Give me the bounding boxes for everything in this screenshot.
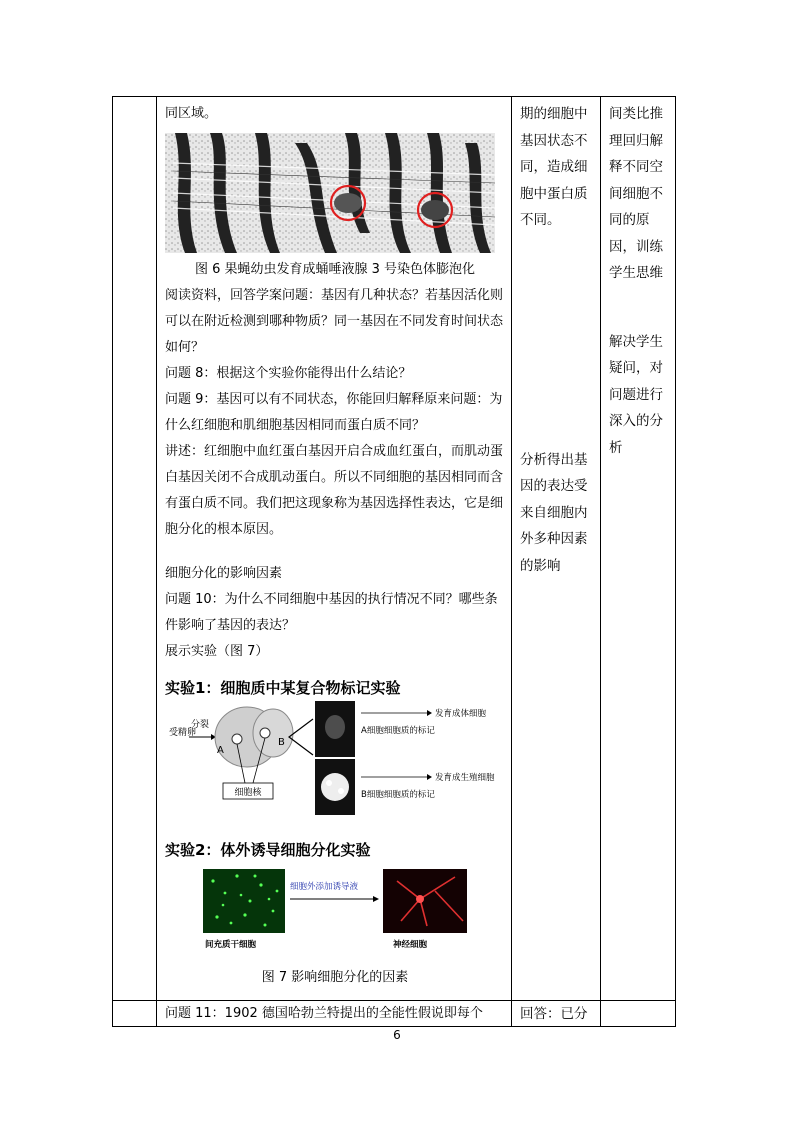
split-label: 分裂 xyxy=(191,720,210,730)
figure7-caption: 图 7 影响细胞分化的因素 xyxy=(261,970,409,985)
student-activity-text-1: 期的细胞中基因状态不同，造成细胞中蛋白质不同。 xyxy=(520,106,588,228)
cell-differentiation-figure xyxy=(165,671,505,961)
design-intent-text-2: 解决学生疑问，对问题进行深入的分析 xyxy=(609,333,663,456)
student-activity-text-2: 分析得出基因的表达受来自细胞内外多种因素的影响 xyxy=(520,451,588,574)
stem-cell-label: 间充质干细胞 xyxy=(205,940,257,950)
experiment2-title: 实验2：体外诱导细胞分化实验 xyxy=(165,841,371,859)
b-fate-label: 发育成生殖细胞 xyxy=(435,773,495,783)
cell-b-body xyxy=(253,709,293,757)
question-10: 问题 10：为什么不同细胞中基因的执行情况不同？哪些条件影响了基因的表达？ xyxy=(165,592,498,633)
answer-text: 回答：已分 xyxy=(520,1006,588,1022)
question-11: 问题 11：1902 德国哈勃兰特提出的全能性假说即每个 xyxy=(165,1006,483,1021)
question-11-cell xyxy=(157,1001,512,1027)
design-intent-text-1: 间类比推理回归解释不同空间细胞不同的原因，训练学生思维 xyxy=(609,106,663,281)
a-mark-label: A细胞细胞质的标记 xyxy=(361,726,435,736)
show-experiment: 展示实验（图 7） xyxy=(165,644,269,659)
section-heading: 细胞分化的影响因素 xyxy=(165,566,283,581)
answer-cell xyxy=(512,1001,601,1027)
nucleus-b xyxy=(260,728,270,738)
b-mark-label: B细胞细胞质的标记 xyxy=(361,790,435,800)
question-9: 问题 9：基因可以有不同状态，你能回归解释原来问题：为什么红细胞和肌细胞基因相同而蛋白质不同？ xyxy=(165,392,503,433)
reading-prompt: 阅读资料，回答学案问题：基因有几种状态？若基因活化则可以在附近检测到哪种物质？同一基因在不同发育时间状态如何？ xyxy=(165,288,504,355)
neuron-label: 神经细胞 xyxy=(393,940,428,950)
lesson-plan-table xyxy=(112,96,676,1027)
table-row xyxy=(113,97,676,1001)
table-row xyxy=(113,1001,676,1027)
continuation-text: 同区域。 xyxy=(165,106,218,121)
fertilized-egg-label: 受精卵 xyxy=(169,728,197,738)
explanation-text: 讲述：红细胞中血红蛋白基因开启合成血红蛋白，而肌动蛋白基因关闭不合成肌动蛋白。所以不同细胞的基因相同而含有蛋白质不同。我们把这现象称为基因选择性表达，它是细胞分化的根本原因。 xyxy=(165,444,504,537)
page-number: 6 xyxy=(393,1028,401,1042)
experiment1-title: 实验1：细胞质中某复合物标记实验 xyxy=(165,679,401,697)
cell-b-label: B xyxy=(278,737,285,748)
teaching-process-cell xyxy=(157,97,512,1001)
nucleus-a xyxy=(232,734,242,744)
stem-cell-micrograph xyxy=(203,869,285,933)
blank-cell xyxy=(113,1001,157,1027)
design-intent-cell xyxy=(601,97,676,1001)
blank-cell xyxy=(601,1001,676,1027)
a-fate-label: 发育成体细胞 xyxy=(435,709,487,719)
chromosome-puff-figure xyxy=(165,133,495,253)
neuron-micrograph xyxy=(383,869,467,933)
cell-a-label: A xyxy=(217,745,224,756)
inducer-label: 细胞外添加诱导液 xyxy=(290,882,359,892)
micrograph-b-marker xyxy=(321,773,349,801)
figure6-caption: 图 6 果蝇幼虫发育成蛹唾液腺 3 号染色体膨泡化 xyxy=(194,262,476,277)
student-activity-cell xyxy=(512,97,601,1001)
blank-cell xyxy=(113,97,157,1001)
question-8: 问题 8：根据这个实验你能得出什么结论？ xyxy=(165,366,412,381)
nucleus-label: 细胞核 xyxy=(234,788,262,798)
